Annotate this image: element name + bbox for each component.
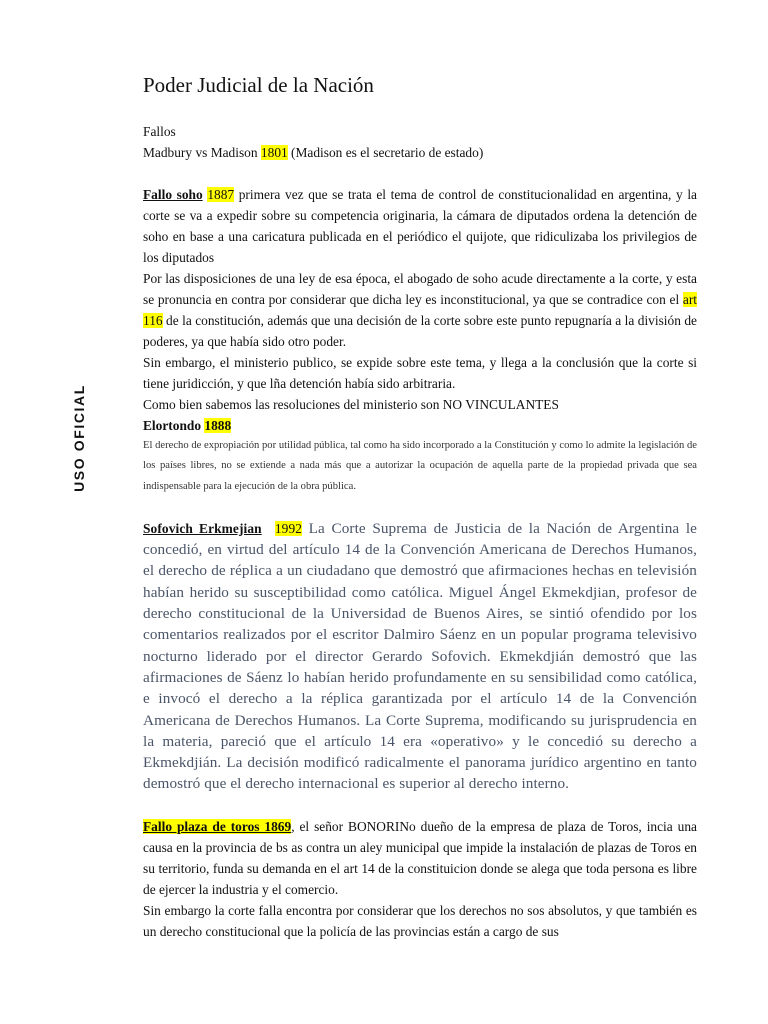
soho-paragraph-2 [143, 268, 697, 352]
elortondo-name: Elortondo [143, 418, 205, 433]
soho-text-2a: Por las disposiciones de una ley de esa época, el abogado de soho acude directamente a la corte, y esta se pronuncia en contra por considerar que dicha ley es inconstitucional, ya que se contradice con el [143, 271, 697, 307]
madbury-note: (Madison es el secretario de estado) [287, 145, 484, 160]
soho-paragraph-3: Sin embargo, el ministerio publico, se expide sobre este tema, y llega a la conclusión que la corte si tiene juridicción, y que lña detención había sido arbitraria. [143, 355, 697, 391]
soho-case-name: Fallo soho [143, 187, 203, 202]
sofovich-text: La Corte Suprema de Justicia de la Nación de Argentina le concedió, en virtud del artículo 14 de la Convención Americana de Derechos Humanos, el derecho de réplica a un ciudadano que demostró que afirmaciones hechas en televisión habían herido su susceptibilidad como católica. Miguel Ángel Ekmekdjian, profesor de derecho constitucional de la Universidad de Buenos Aires, se sintió ofendido por los comentarios realizados por el escritor Dalmiro Sáenz en un popular programa televisivo nocturno liderado por el director Gerardo Sofovich. Ekmekdjián demostró que las afirmaciones de Sáenz lo habían herido profundamente en su sensibilidad como católica, e invocó el derecho a la réplica garantizada por el artículo 14 de la Convención Americana de Derechos Humanos. La Corte Suprema, modificando su jurisprudencia en la materia, pareció que el artículo 14 era «operativo» y le concedió su derecho a Ekmekdjián. La decisión modificó radicalmente el panorama jurídico argentino en tanto demostró que el derecho internacional es superior al derecho interno. [143, 519, 698, 793]
toros-case-name-highlight: Fallo plaza de toros 1869 [143, 818, 292, 834]
sofovich-paragraph [143, 518, 697, 795]
document-page [143, 70, 697, 942]
elortondo-heading [143, 415, 697, 436]
soho-article-highlight: art 116 [143, 292, 697, 328]
sofovich-year-highlight: 1992 [274, 520, 303, 536]
elortondo-year-highlight: 1888 [204, 418, 232, 433]
soho-paragraph [143, 184, 697, 268]
toros-paragraph [143, 816, 697, 900]
soho-text-1: primera vez que se trata el tema de control de constitucionalidad en argentina, y la corte se va a expedir sobre su competencia originaria, la cámara de diputados ordena la detención de soho en base a una caricatura publicada en el periódico el quijote, que ridiculizaba los privilegios de los diputados [143, 187, 697, 265]
madbury-line [143, 142, 697, 163]
madbury-year-highlight: 1801 [260, 145, 288, 160]
uso-oficial-side-label: USO OFICIAL [71, 384, 87, 492]
soho-text-2b: de la constitución, además que una decisión de la corte sobre este punto repugnaría a la división de poderes, ya que había sido otro poder. [143, 313, 697, 349]
soho-paragraph-4: Como bien sabemos las resoluciones del ministerio son NO VINCULANTES [143, 397, 559, 412]
toros-paragraph-2: Sin embargo la corte falla encontra por considerar que los derechos no sos absolutos, y que también es un derecho constitucional que la policía de las provincias están a cargo de sus [143, 902, 697, 939]
page-title: Poder Judicial de la Nación [143, 73, 374, 97]
soho-year-highlight: 1887 [207, 187, 235, 202]
madbury-text: Madbury vs Madison [143, 145, 261, 160]
elortondo-quote: El derecho de expropiación por utilidad pública, tal como ha sido incorporado a la Constitución y como lo admite la legislación de los países libres, no se extiende a nada más que a autorizar la ocupación de aquella parte de la propiedad privada que sea indispensable para la ejecución de la obra pública. [143, 440, 697, 492]
fallos-heading: Fallos [143, 124, 176, 139]
toros-text-1: , el señor BONORINo dueño de la empresa de plaza de Toros, incia una causa en la provincia de bs as contra un aley municipal que impide la instalación de plazas de Toros en su territorio, funda su demanda en el art 14 de la constituicion donde se alega que toda persona es libre de ejercer la industria y el comercio. [143, 818, 697, 897]
sofovich-case-name: Sofovich Erkmejian [143, 520, 262, 536]
